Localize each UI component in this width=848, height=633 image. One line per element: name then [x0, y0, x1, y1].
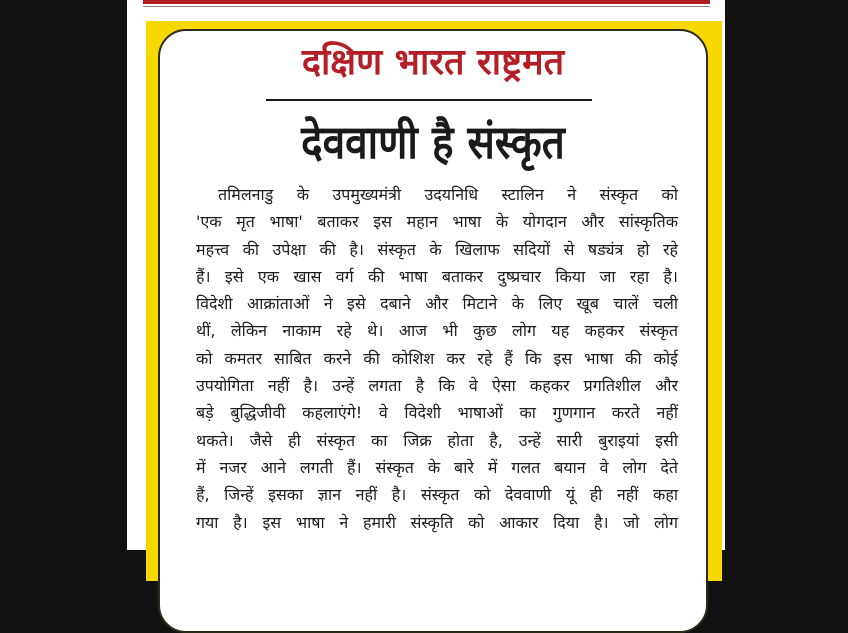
article-body [196, 181, 678, 536]
editorial-yellow-frame [146, 21, 722, 581]
article-line: तमिलनाडु के उपमुख्यमंत्री उदयनिधि स्टालिन ने संस्कृत को [218, 185, 678, 204]
masthead-divider [266, 99, 592, 101]
article-line: थीं, लेकिन नाकाम रहे थे। आज भी कुछ लोग यह कहकर संस्कृत [196, 321, 678, 341]
article-line: विदेशी आक्रांताओं ने इसे दबाने और मिटाने के लिए खूब चालें चली [196, 294, 678, 314]
article-line: महत्त्व की उपेक्षा की है। संस्कृत के खिलाफ सदियों से षड्यंत्र हो रहे [196, 239, 678, 259]
top-red-bar [143, 0, 710, 4]
article-line: में नजर आने लगती हैं। संस्कृत के बारे में गलत बयान वे लोग देते [196, 457, 678, 477]
article-line: को कमतर साबित करने की कोशिश कर रहे हैं कि इस भाषा की कोई [196, 348, 678, 368]
editorial-box [158, 29, 708, 633]
newspaper-masthead: दक्षिण भारत राष्ट्रमत [301, 42, 565, 83]
article-line: थकते। जैसे ही संस्कृत का जिक्र होता है, उन्हें सारी बुराइयां इसी [196, 430, 678, 450]
article-line: 'एक मृत भाषा' बताकर इस महान भाषा के योगदान और सांस्कृतिक [196, 212, 678, 232]
article-line: गया है। इस भाषा ने हमारी संस्कृति को आकार दिया है। जो लोग [196, 512, 678, 532]
newspaper-page [127, 0, 725, 550]
article-line: हैं। इसे एक खास वर्ग की भाषा बताकर दुष्प्रचार किया जा रहा है। [196, 266, 678, 286]
article-headline: देववाणी है संस्कृत [301, 115, 565, 169]
top-divider-line [143, 6, 710, 7]
article-line: बड़े बुद्धिजीवी कहलाएंगे! वे विदेशी भाषाओं का गुणगान करते नहीं [196, 403, 678, 423]
article-line: उपयोगिता नहीं है। उन्हें लगता है कि वे ऐसा कहकर प्रगतिशील और [196, 376, 678, 396]
article-line: हैं, जिन्हें इसका ज्ञान नहीं है। संस्कृत को देववाणी यूं ही नहीं कहा [196, 485, 678, 505]
